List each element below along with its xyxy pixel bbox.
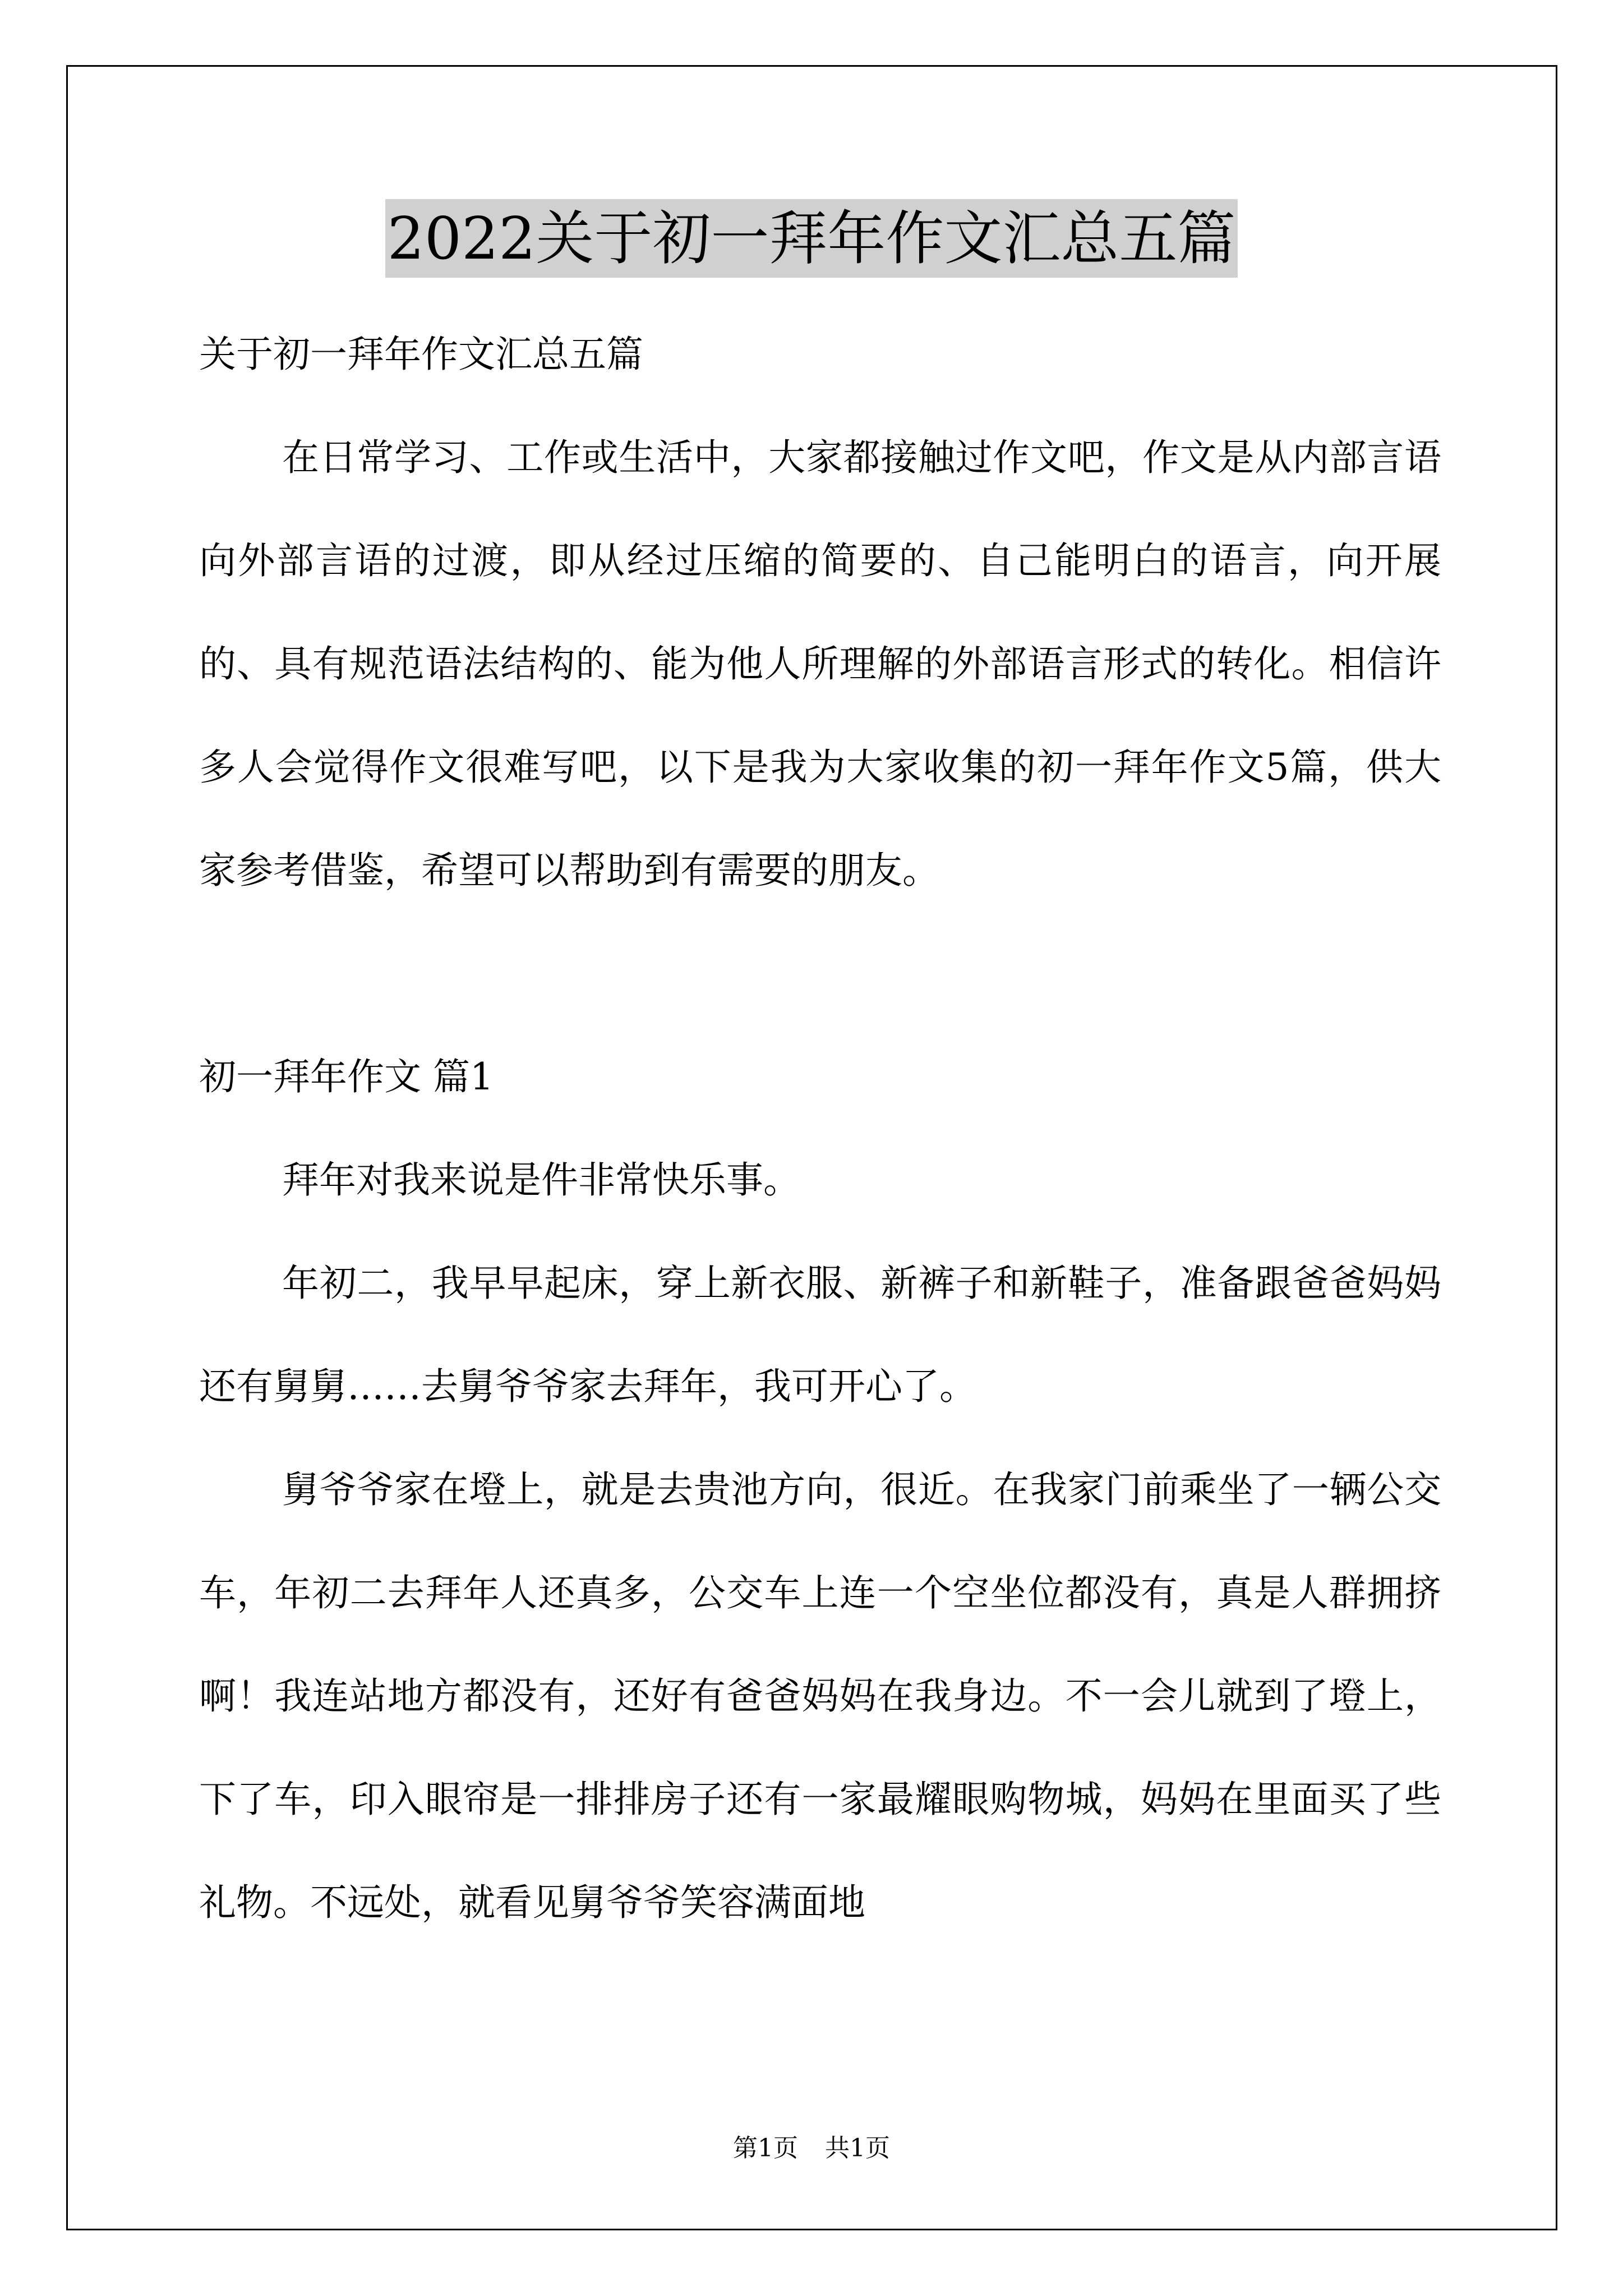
page-footer xyxy=(0,2132,1623,2165)
body-paragraph: 年初二，我早早起床，穿上新衣服、新裤子和新鞋子，准备跟爸爸妈妈还有舅舅……去舅爷爷家去拜年，我可开心了。 xyxy=(199,1262,1441,1408)
document-heading: 关于初一拜年作文汇总五篇 xyxy=(199,333,643,376)
intro-paragraph: 在日常学习、工作或生活中，大家都接触过作文吧，作文是从内部言语向外部言语的过渡，即从经过压缩的简要的、自己能明白的语言，向开展的、具有规范语法结构的、能为他人所理解的外部语言形式的转化。相信许多人会觉得作文很难写吧，以下是我为大家收集的初一拜年作文5篇，供大家参考借鉴，希望可以帮助到有需要的朋友。 xyxy=(199,436,1441,892)
page-total: 共1页 xyxy=(825,2134,890,2162)
body-paragraph: 舅爷爷家在墱上，就是去贵池方向，很近。在我家门前乘坐了一辆公交车，年初二去拜年人还真多，公交车上连一个空坐位都没有，真是人群拥挤啊！我连站地方都没有，还好有爸爸妈妈在我身边。不一会儿就到了墱上，下了车，印入眼帘是一排排房子还有一家最耀眼购物城，妈妈在里面买了些礼物。不远处，就看见舅爷爷笑容满面地 xyxy=(199,1468,1441,1924)
section-heading: 初一拜年作文 篇1 xyxy=(199,1055,494,1098)
title-container xyxy=(0,199,1623,278)
document-title: 2022关于初一拜年作文汇总五篇 xyxy=(385,199,1238,278)
page-number: 第1页 xyxy=(733,2134,798,2162)
body-paragraph: 拜年对我来说是件非常快乐事。 xyxy=(282,1158,800,1202)
section-spacer xyxy=(199,922,1441,1025)
document-body xyxy=(199,303,1441,1954)
